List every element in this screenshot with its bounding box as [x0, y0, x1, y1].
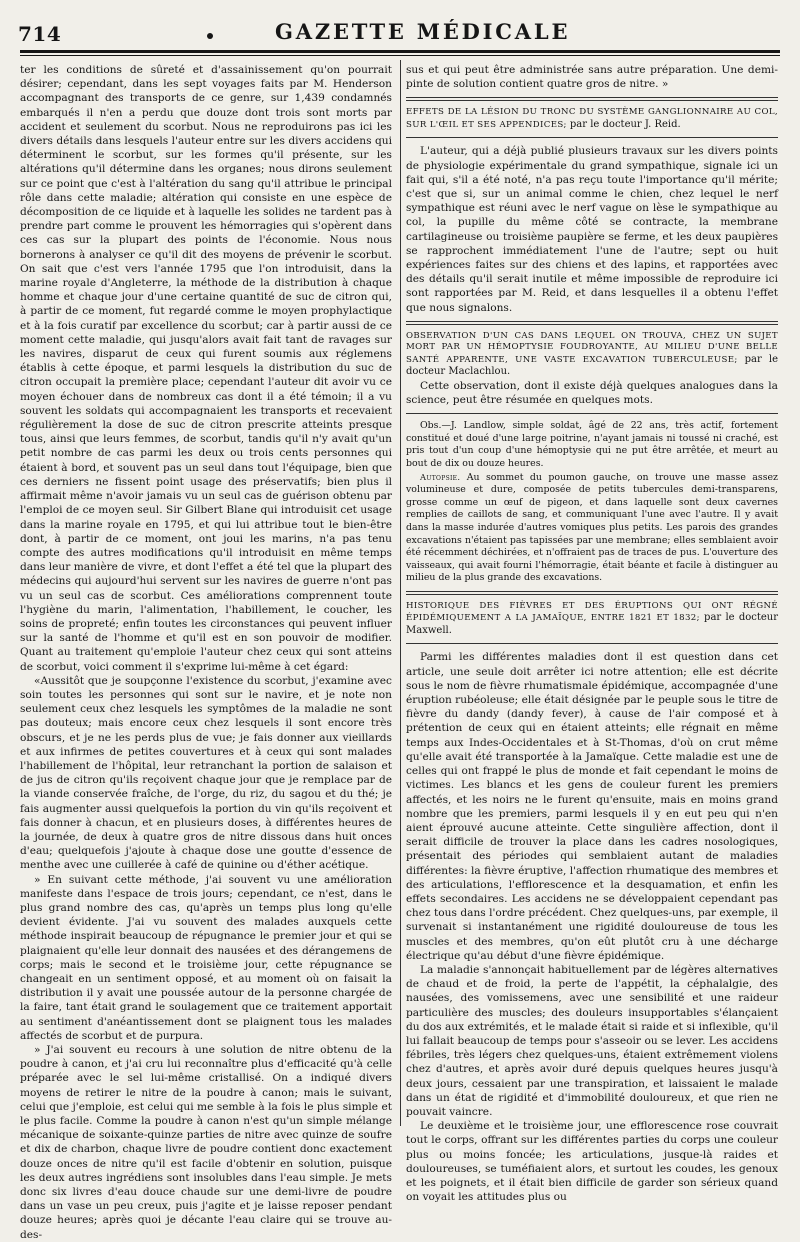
autopsie-label: Autopsie. [420, 471, 461, 482]
jamaique-paragraph-1: Parmi les différentes maladies dont il est question dans cet article, une seule doit arrêter ici notre attention; elle est décrite sous le nom de fièvre rhumatismale épidémique, accompagnée d'une éruption rubéoleuse; elle était désignée par le peuple sous le titre de fièvre du dandy (dandy fever), à cause de l'air composé et à prétention de ceux qui en étaient atteints; elle régnait en même temps aux Indes-Occidentales et à St-Thomas, d'où on crut même qu'elle avait été transportée à la Jamaïque. Cette maladie est une de celles qui ont frappé le plus de monde et fait cependant le moins de victimes. Les blancs et les gens de couleur furent les premiers affectés, et les noirs ne le furent qu'ensuite, mais en moins grand nombre que les premiers, parmi lesquels il y en eut peu qui n'en aient éprouvé aucune atteinte. Cette singulière affection, dont il serait difficile de trouver la place dans les cadres nosologiques, présentait des périodes qui semblaient autant de maladies différentes: la fièvre éruptive, l'affection rhumatique des membres et des articulations, l'efflorescence et la desquamation, et enfin les effets secondaires. Les accidens ne se développaient cependant pas chez tous dans l'ordre précédent. Chez quelques-uns, par exemple, il survenait si instantanément une rigidité douloureuse de tous les muscles et des membres, qu'on eût plutôt cru à une décharge électrique qu'au début d'une fièvre épidémique. [406, 651, 778, 962]
article-heading-sympathique [406, 107, 778, 131]
treatment-quote-paragraph: «Aussitôt que je soupçonne l'existence du scorbut, j'examine avec soin toutes les personnes qui sont sur le navire, et je note non seulement ceux chez lesquels les symptômes de la maladie ne sont pas douteux; mais encore ceux chez lesquels il sont encore très obscurs, et je ne les perds plus de vue; je fais donner aux vieillards et aux infirmes de petites couvertures et à ceux qui sont malades l'habillement de l'hôpital, leur retranchant la portion de salaison et de jus de citron qu'ils reçoivent chaque jour que je remplace par de la viande conservée fraîche, de l'orge, du riz, du sagou et du thé; je fais augmenter aussi quelquefois la portion du vin qu'ils reçoivent et fais donner à chacun, et en plusieurs doses, à différentes heures de la journée, de deux à quatre gros de nitre dissous dans huit onces d'eau; quelquefois j'ajoute à chaque dose une goutte d'essence de menthe avec une cuillerée à café de quinine ou d'éther acétique. [20, 674, 392, 872]
jamaique-paragraph-3: Le deuxième et le troisième jour, une efflorescence rose couvrait tout le corps, offrant sur les différentes parties du corps une couleur plus ou moins foncée; les articulations, jusque-là raides et douloureuses, se tuméfiaient alors, et surtout les coudes, les genoux et les poignets, et il était bien difficile de garder son sérieux quand on voyait les attitudes plus ou [406, 1120, 778, 1204]
column-divider [400, 60, 401, 1126]
sympathique-paragraph: L'auteur, qui a déjà publié plusieurs travaux sur les divers points de physiologie expérimentale du grand sympathique, signale ici un fait qui, s'il a été noté, n'a pas reçu toute l'importance qu'il mérite; c'est que si, sur un animal comme le chien, chez lequel le nerf sympathique est réuni avec le nerf vague on lèse le sympathique au col, la pupille du même côté se contracte, la membrane cartilagineuse ou troisième paupière se ferme, et les deux paupières se rapprochent immédiatement l'une de l'autre; sept ou huit expériences faites sur des chiens et des lapins, et rapportées avec des détails qu'il serait inutile et même impossible de reproduire ici sont rapportées par M. Reid, et dans lesquelles il a obtenu l'effet que nous signalons. [406, 145, 778, 314]
nitre-solution-paragraph: » J'ai souvent eu recours à une solution de nitre obtenu de la poudre à canon, et j'ai cru lui reconnaître plus d'efficacité qu'à celle préparée avec le sel lui-même cristallisé. On a indiqué divers moyens de retirer le nitre de la poudre à canon; mais le suivant, celui que j'emploie, est celui qui me semble à la fois le plus simple et le plus facile. Comme la poudre à canon n'est qu'un simple mélange mécanique de soixante-quinze parties de nitre avec quinze de soufre et dix de charbon, chaque livre de poudre contient donc exactement douze onces de nitre qu'il est facile d'obtenir en solution, puisque les deux autres ingrédiens sont insolubles dans l'eau simple. Je mets donc six livres d'eau douce chaude sur une demi-livre de poudre dans un vase un peu creux, puis j'agite et je laisse reposer pendant douze heures; après quoi je décante l'eau claire qui se trouve au-des- [20, 1044, 392, 1241]
method-results-paragraph: » En suivant cette méthode, j'ai souvent vu une amélioration manifeste dans l'espace de trois jours; cependant, ce n'est, dans le plus grand nombre des cas, qu'après un temps plus long qu'elle devient évidente. J'ai vu souvent des malades auxquels cette méthode inspirait beaucoup de répugnance le premier jour et qui se plaignaient qu'elle leur donnait des nausées et des dérangemens de corps; mais le second et le troisième jour, cette répugnance se changeait en un sentiment opposé, et au moment où on faisait la distribution il y avait une poussée autour de la personne chargée de la faire, tant était grand le soulagement que ce traitement apportait au sentiment d'anéantissement dont se plaignent tous les malades affectés de scorbut et de purpura. [20, 873, 392, 1042]
gazette-title: GAZETTE MÉDICALE [275, 19, 571, 44]
heading-author: par le docteur Maclachlou. [406, 353, 778, 378]
scorbut-paragraph-continued: ter les conditions de sûreté et d'assainissement qu'on pourrait désirer; cependant, dans les sept voyages faits par M. Henderson accompagnant des transports de ce genre, sur 1,439 condamnés embarqués il n'en a perdu que douze dont trois sont morts par accident et seulement du scorbut. Nous ne reproduirons pas ici les divers détails dans lesquels l'auteur entre sur les divers accidens qui déterminent le scorbut, sur les formes qu'il présente, sur les altérations qu'il détermine dans les organes; nous dirons seulement sur ce point que c'est à l'altération du sang qu'il attribue le principal rôle dans cette maladie; altération qui consiste en une espèce de décomposition de ce liquide et à laquelle les solides ne tardent pas à prendre part comme le prouvent les hémorragies qui s'opèrent dans ces cas sur la plupart des points de l'économie. Nous nous bornerons à analyser ce qu'il dit des moyens de prévenir le scorbut. On sait que c'est vers l'année 1795 que l'on introduisit, dans la marine royale d'Angleterre, la méthode de la distribution à chaque homme et chaque jour d'une certaine quantité de suc de citron qui, à partir de ce moment, fut regardé comme le moyen prophylactique et à la fois curatif par excellence du scorbut; car à partir aussi de ce moment cette maladie, qui jusqu'alors avait fait tant de ravages sur les navires, disparut de ceux qui furent soumis aux réglemens établis à cette époque, et parmi lesquels la distribution du suc de citron occupait la première place; cependant l'auteur dit avoir vu ce moyen échouer dans de nombreux cas dont il a été témoin; il a vu souvent les soldats qui accompagnaient les transports et recevaient régulièrement la dose de suc de citron prescrite atteints presque tous, ainsi que leurs femmes, de scorbut, tandis qu'il n'y avait qu'un petit nombre de cas parmi les deux ou trois cents personnes qui étaient à bord, et souvent pas un seul dans tout l'équipage, bien que ces derniers ne fissent point usage des préservatifs; bien plus il affirmait même n'avoir jamais vu un seul cas de guérison obtenu par l'emploi de ce moyen seul. Sir Gilbert Blane qui introduisit cet usage dans la marine royale en 1795, et qui lui attribue tout le bien-être dont, à partir de ce moment, ont joui les marins, n'a pas tenu compte des autres modifications qu'il introduisit en même temps dans leur manière de vivre, et dont l'effet a été tel que la plupart des médecins qui aujourd'hui servent sur les navires de guerre n'ont pas vu un seul cas de scorbut. Ces améliorations comprennent toute l'hygiène du marin, l'alimentation, l'habillement, le coucher, les soins de propreté; enfin toutes les circonstances qui peuvent influer sur la santé de l'homme et qu'il est en son pouvoir de modifier. Quant au traitement qu'emploie l'auteur chez ceux qui sont atteins de scorbut, voici comment il s'exprime lui-même à cet égard: [20, 64, 392, 673]
right-column [406, 63, 778, 1204]
heading-rule [406, 413, 778, 414]
page-header [0, 12, 800, 58]
autopsie-text: Au sommet du poumon gauche, on trouve une masse assez volumineuse et dure, composée de petits tubercules demi-transparens, grosse comme un œuf de pigeon, et dans laquelle sont deux cavernes remplies de caillots de sang, et communiquant l'une avec l'autre. Il y avait dans la masse indurée d'autres vomiques plus petits. Les parois des grandes excavations n'étaient pas tapissées par une membrane; elles semblaient avoir été récemment déchirées, et n'offraient pas de traces de pus. L'ouverture des vaisseaux, qui avait fourni l'hémorragie, était béante et facile à distinguer au milieu de la plus grande des excavations. [406, 471, 778, 584]
heading-rule [406, 643, 778, 644]
heading-author: par le docteur J. Reid. [569, 118, 681, 130]
header-rule-thick [20, 50, 780, 53]
section-separator [406, 321, 778, 325]
observation-case-paragraph: Obs.—J. Landlow, simple soldat, âgé de 22 ans, très actif, fortement constitué et doué d'une large poitrine, n'ayant jamais ni toussé ni craché, est pris tout d'un coup d'une hémoptysie qui ne put être arrêtée, et meurt au bout de dix ou douze heures. [406, 420, 778, 470]
header-rule-thin [20, 55, 780, 56]
heading-title: HISTORIQUE DES FIÈVRES ET DES ÉRUPTIONS QUI ONT RÉGNÉ ÉPIDÉMIQUEMENT A LA JAMAÏQUE, ENTRE 1821 ET 1832; [406, 600, 778, 624]
page-number: 714 [18, 22, 62, 46]
heading-title: EFFETS DE LA LÉSION DU TRONC DU SYSTÈME GANGLIONNAIRE AU COL, SUR L'ŒIL ET SES APPENDICES; [406, 107, 778, 130]
header-ornament-dot [207, 33, 213, 39]
jamaique-paragraph-2: La maladie s'annonçait habituellement par de légères alternatives de chaud et de froid, la perte de l'appétit, la céphalalgie, des nausées, des vomissemens, avec une sensibilité et une raideur particulière des muscles; des douleurs insupportables s'élançaient du dos aux extrémités, et le malade était si raide et si inflexible, qu'il lui fallait beaucoup de temps pour s'asseoir ou se lever. Les accidens fébriles, très légers chez quelques-uns, étaient extrêmement violens chez d'autres, et après avoir duré depuis quelques heures jusqu'à deux jours, cessaient par une transpiration, et laissaient le malade dans un état de rigidité et d'immobilité douloureux, et que rien ne pouvait vaincre. [406, 963, 778, 1118]
left-column [20, 63, 392, 1241]
nitre-paragraph-end: sus et qui peut être administrée sans autre préparation. Une demi-pinte de solution contient quatre gros de nitre. » [406, 64, 778, 91]
section-separator [406, 591, 778, 595]
autopsie-paragraph [406, 471, 778, 585]
article-heading-hemoptysie [406, 331, 778, 379]
heading-title: OBSERVATION D'UN CAS DANS LEQUEL ON TROUVA, CHEZ UN SUJET MORT PAR UN HÉMOPTYSIE FOUDROYANTE, AU MILIEU D'UNE BELLE SANTÉ APPARENTE, UNE VASTE EXCAVATION TUBERCULEUSE; [406, 330, 778, 365]
heading-author: par le docteur Maxwell. [406, 612, 778, 636]
observation-intro-paragraph: Cette observation, dont il existe déjà quelques analogues dans la science, peut être résumée en quelques mots. [406, 379, 778, 407]
article-heading-jamaique [406, 601, 778, 638]
section-separator [406, 97, 778, 101]
heading-rule [406, 137, 778, 138]
